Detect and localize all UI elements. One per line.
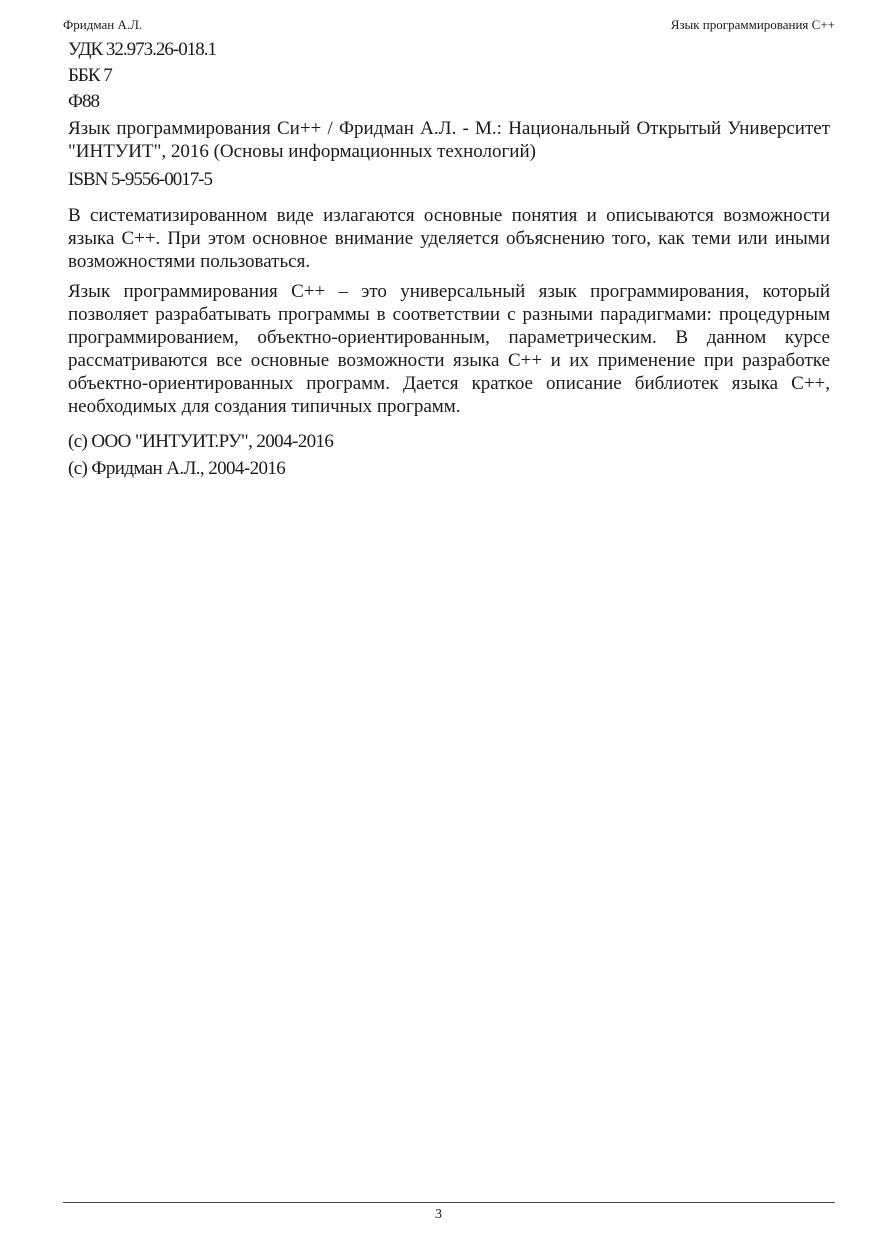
copyright-line: (c) ООО "ИНТУИТ.РУ", 2004-2016	[68, 431, 334, 452]
abstract-paragraph: В систематизированном виде излагаются основные понятия и описываются возможности языка C++. При этом основное внимание уделяется объяснению того, как теми или иными возможностями пользоваться.	[68, 205, 830, 272]
abstract-paragraph: Язык программирования C++ – это универсальный язык программирования, который позволяет разрабатывать программы в соответствии с разными парадигмами: процедурным программированием, объектно-ориентированным, параметрическим. В данном курсе рассматриваются все основные возможности языка C++ и их применение при разработке объектно-ориентированных программ. Дается краткое описание библиотек языка C++, необходимых для создания типичных программ.	[68, 281, 830, 417]
copyright-line: (c) Фридман А.Л., 2004-2016	[68, 458, 286, 479]
bibliographic-citation: Язык программирования Си++ / Фридман А.Л. - М.: Национальный Открытый Университет "ИНТУИТ", 2016 (Основы информационных технологий)	[68, 118, 830, 162]
footer-divider	[63, 1202, 835, 1203]
page-content	[68, 37, 830, 482]
page-number: 3	[435, 1207, 442, 1222]
copyright-block	[68, 428, 830, 482]
udk-code: УДК 32.973.26-018.1	[68, 39, 216, 60]
bbk-code: ББК 7	[68, 65, 112, 86]
running-header-title: Язык программирования C++	[670, 17, 835, 32]
author-code: Ф88	[68, 91, 100, 112]
running-header-author: Фридман А.Л.	[63, 17, 143, 32]
isbn: ISBN 5-9556-0017-5	[68, 169, 213, 190]
